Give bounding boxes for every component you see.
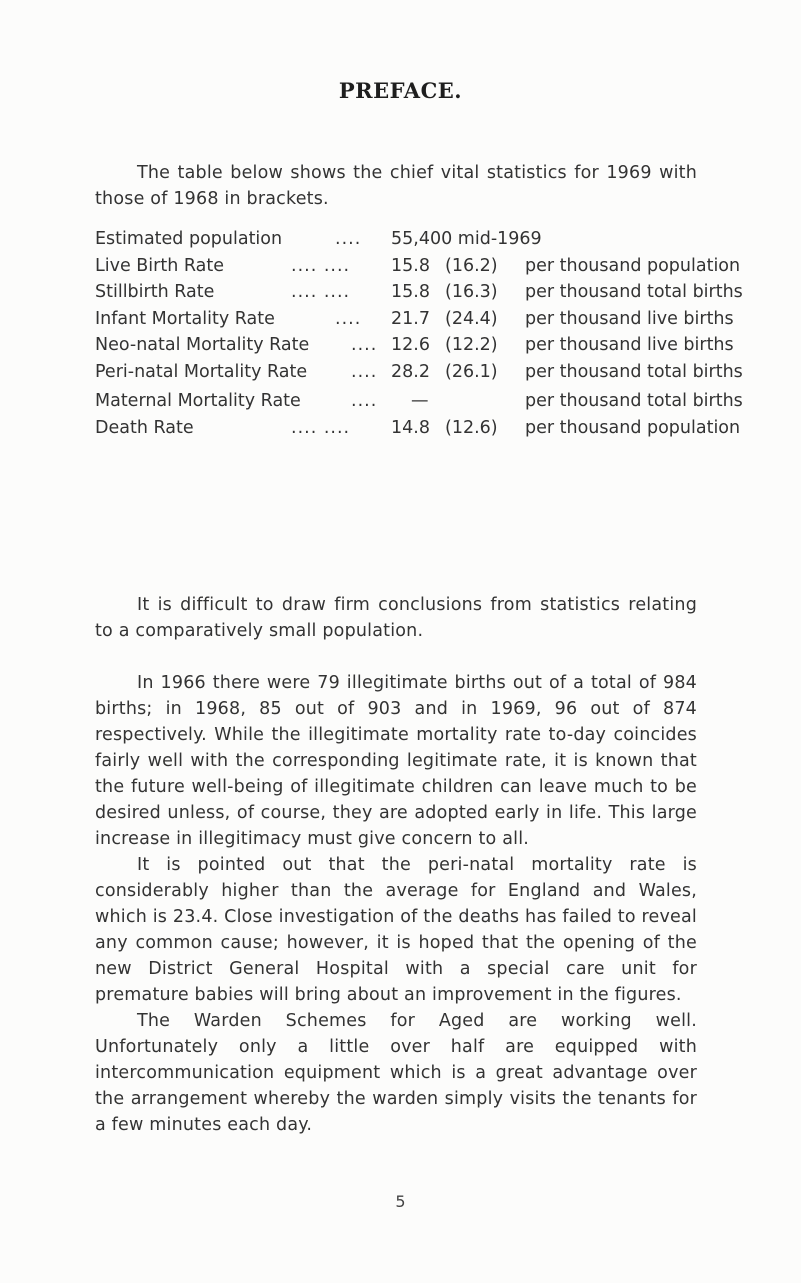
stat-previous-year: (16.2) bbox=[445, 255, 498, 276]
stat-value: 21.7 bbox=[391, 308, 430, 329]
stat-leader-dots: .... bbox=[335, 229, 362, 249]
vital-statistics-table bbox=[95, 226, 743, 441]
stat-unit: per thousand live births bbox=[525, 308, 734, 329]
stat-leader-dots: .... bbox=[351, 391, 378, 411]
body-paragraph: In 1966 there were 79 illegitimate births out of a total of 984 births; in 1968, 85 out of 903 and in 1969, 96 out of 874 respectively. While the illegitimate mortality rate to-day coincides fairly well with the corresponding legitimate rate, it is known that the future well-being of illegitimate children can leave much to be desired unless, of course, they are adopted early in life. This large increase in illegitimacy must give concern to all. bbox=[95, 673, 697, 849]
stat-value: 28.2 bbox=[391, 361, 430, 382]
stat-row bbox=[95, 306, 734, 333]
stat-row bbox=[95, 415, 741, 442]
stat-unit: per thousand population bbox=[525, 417, 741, 438]
body-paragraph: It is difficult to draw firm conclusions from statistics relating to a comparatively small population. bbox=[95, 595, 697, 641]
stat-leader-dots: .... .... bbox=[291, 255, 351, 276]
stat-row bbox=[95, 279, 743, 306]
stat-unit: per thousand population bbox=[525, 255, 741, 276]
stat-previous-year: (26.1) bbox=[445, 361, 498, 382]
stat-value: 14.8 bbox=[391, 417, 430, 438]
stat-unit: per thousand live births bbox=[525, 335, 734, 355]
stat-previous-year: (12.6) bbox=[445, 417, 498, 438]
stat-value: 12.6 bbox=[391, 335, 430, 355]
stat-leader-dots: .... bbox=[351, 361, 378, 382]
stat-leader-dots: .... bbox=[351, 335, 378, 355]
body-paragraph: The Warden Schemes for Aged are working well. Unfortunately only a little over half are equipped with intercommunication equipment which is a great advantage over the arrangement whereby the warden simply visits the tenants for a few minutes each day. bbox=[95, 1011, 697, 1135]
stat-label: Infant Mortality Rate bbox=[95, 308, 275, 329]
stat-previous-year: (12.2) bbox=[445, 335, 498, 355]
stat-row bbox=[95, 226, 715, 253]
page-number: 5 bbox=[395, 1192, 406, 1211]
stat-label: Maternal Mortality Rate bbox=[95, 391, 301, 411]
stat-previous-year: (24.4) bbox=[445, 308, 498, 329]
stat-label: Peri-natal Mortality Rate bbox=[95, 361, 308, 382]
stat-leader-dots: .... .... bbox=[291, 282, 351, 302]
stat-row bbox=[95, 388, 743, 415]
stat-value: 55,400 mid-1969 bbox=[391, 229, 542, 249]
stat-unit: per thousand total births bbox=[525, 361, 743, 382]
stat-leader-dots: .... .... bbox=[291, 417, 351, 438]
stat-value: — bbox=[411, 391, 429, 411]
body-paragraph: It is pointed out that the peri-natal mortality rate is considerably higher than the average for England and Wales, which is 23.4. Close investigation of the deaths has failed to reveal any common cause; however, it is hoped that the opening of the new District General Hospital with a special care unit for premature babies will bring about an improvement in the figures. bbox=[95, 855, 697, 1005]
stat-value: 15.8 bbox=[391, 255, 430, 276]
stat-label: Stillbirth Rate bbox=[95, 282, 215, 302]
stat-unit: per thousand total births bbox=[525, 282, 743, 302]
stat-unit: per thousand total births bbox=[525, 391, 743, 411]
stat-label: Neo-natal Mortality Rate bbox=[95, 335, 310, 355]
stat-label: Death Rate bbox=[95, 417, 194, 438]
stat-label: Estimated population bbox=[95, 229, 283, 249]
stat-leader-dots: .... bbox=[335, 308, 362, 329]
stat-row bbox=[95, 253, 741, 280]
page-title: PREFACE. bbox=[338, 78, 463, 103]
stat-value: 15.8 bbox=[391, 282, 430, 302]
stat-row bbox=[95, 332, 734, 359]
stat-label: Live Birth Rate bbox=[95, 255, 225, 276]
stat-row bbox=[95, 359, 743, 386]
stat-previous-year: (16.3) bbox=[445, 282, 498, 302]
intro-paragraph: The table below shows the chief vital statistics for 1969 with those of 1968 in brackets. bbox=[95, 163, 697, 209]
